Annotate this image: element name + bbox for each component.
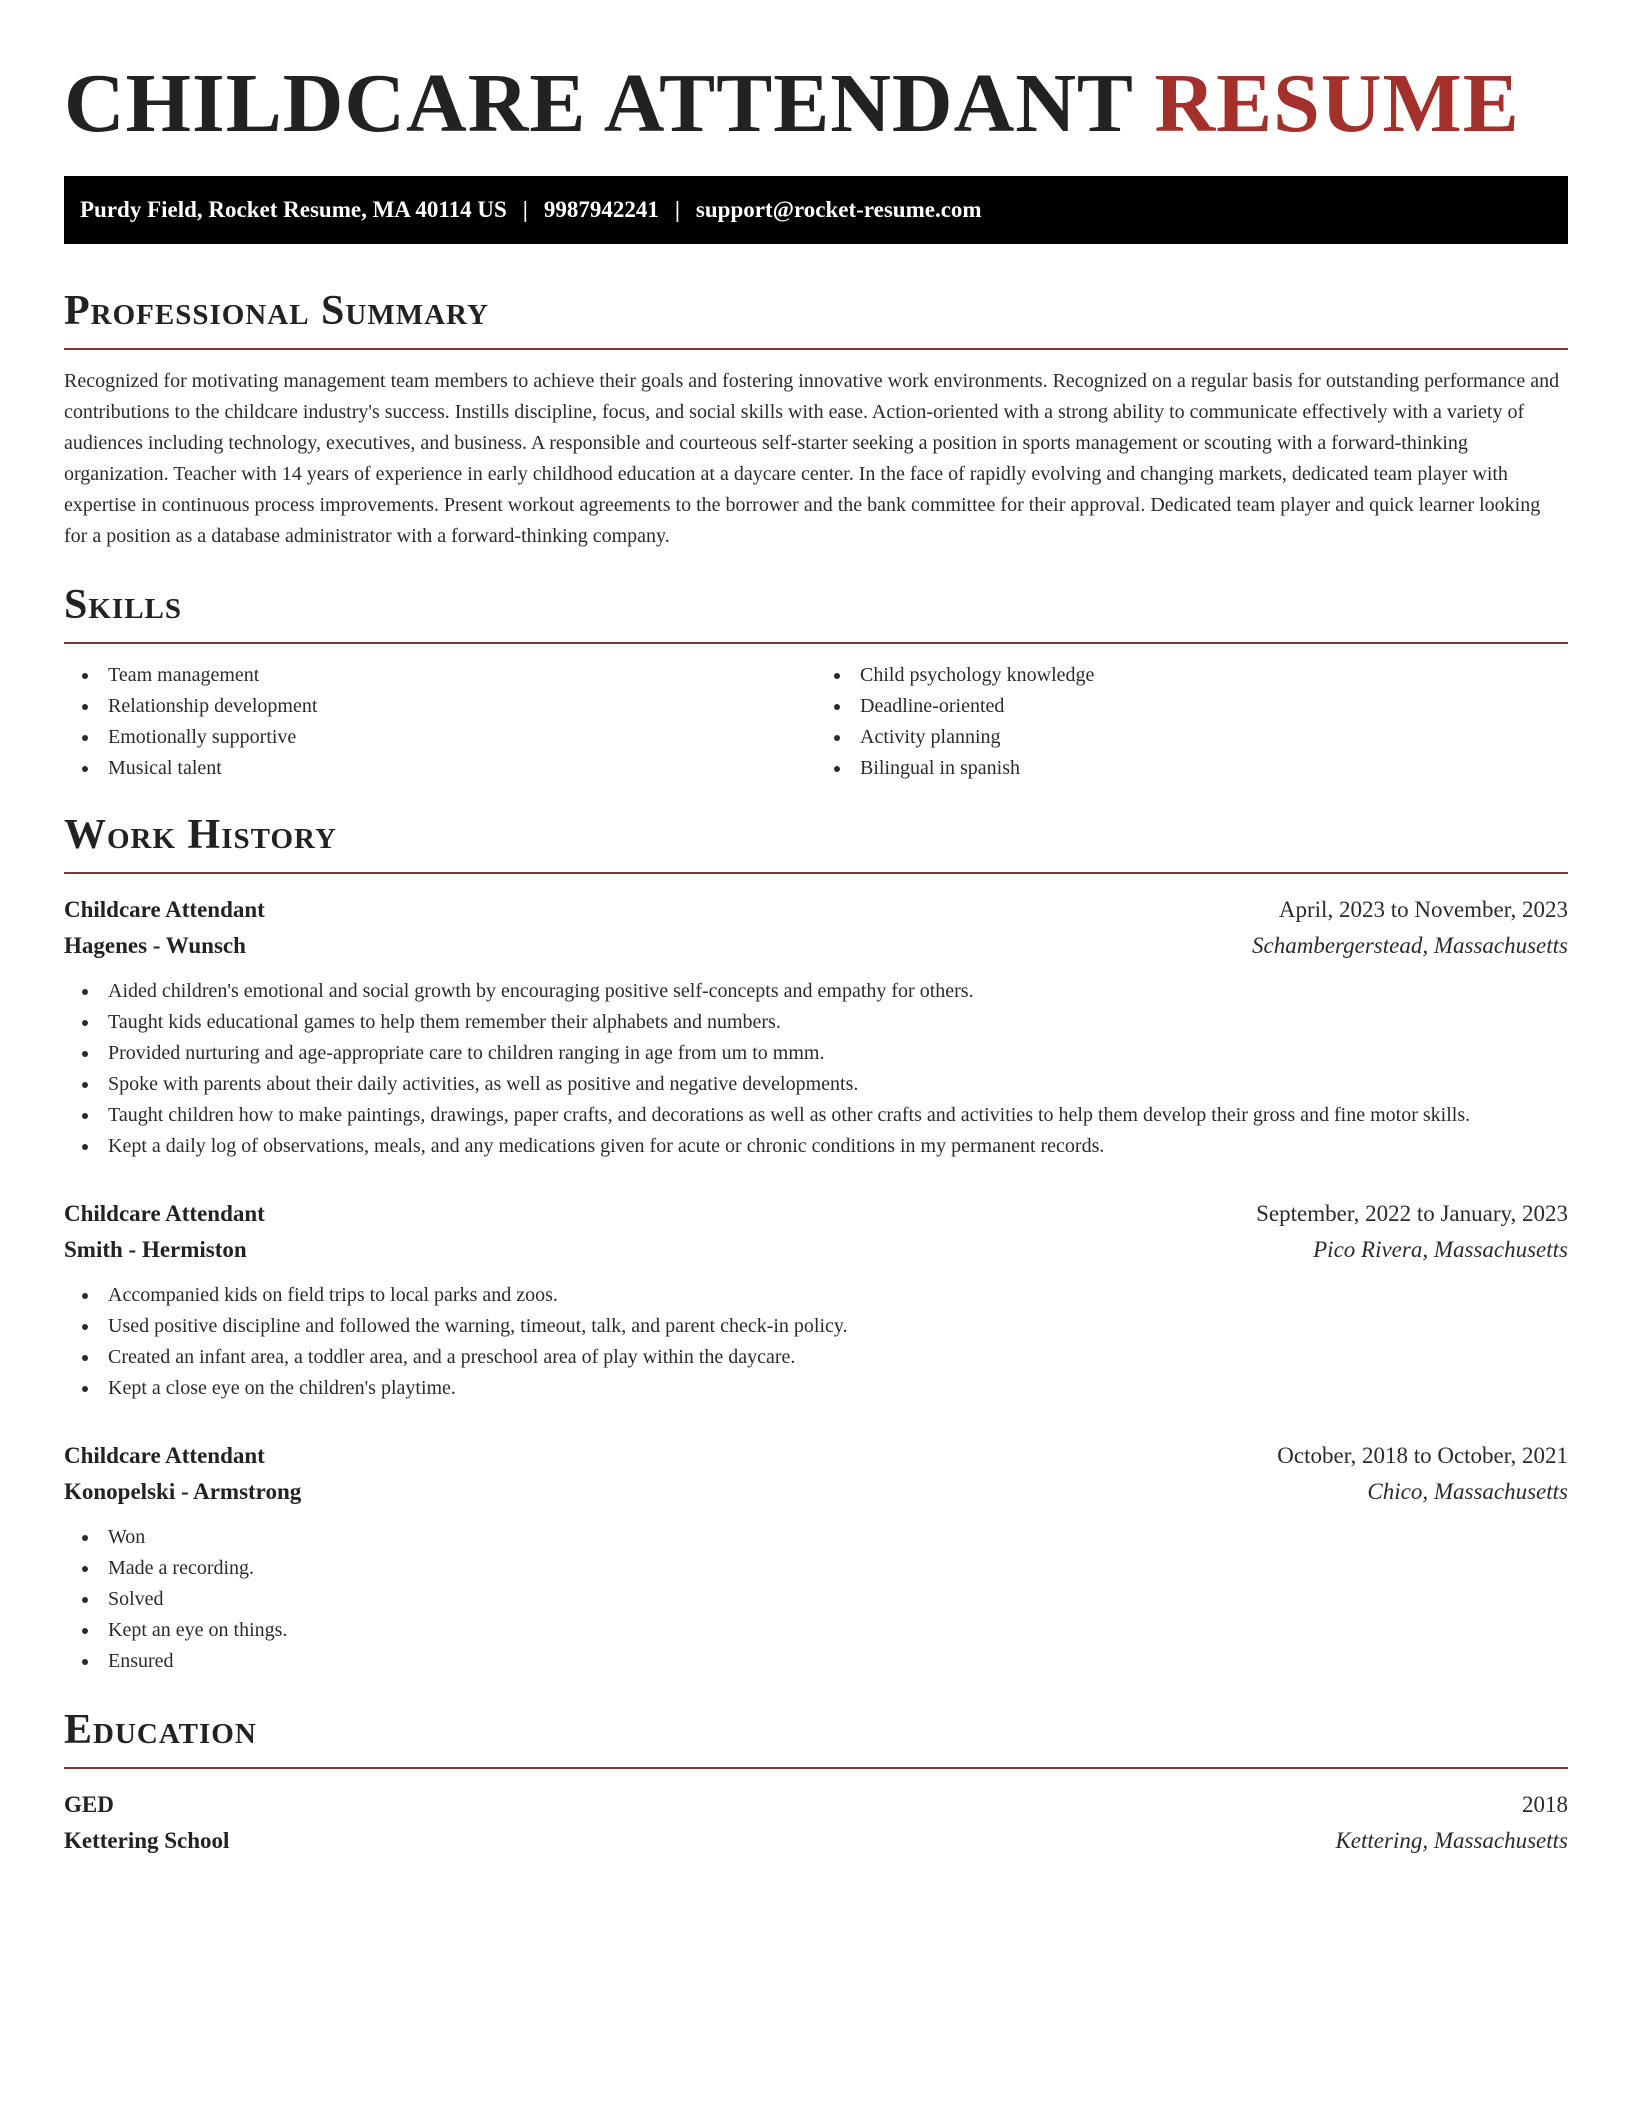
contact-phone: 9987942241 [543,197,659,222]
job-duties [64,976,1568,1162]
job-company: Konopelski - Armstrong [64,1479,302,1504]
job-title-row [64,1196,1568,1232]
job-dates: September, 2022 to January, 2023 [1256,1201,1568,1226]
education-location: Kettering, Massachusetts [1335,1828,1568,1853]
education-school-row [64,1823,1568,1859]
title-main: CHILDCARE ATTENDANT [64,57,1133,150]
job-duty: Ensured [64,1646,1568,1677]
job-duty: Provided nurturing and age-appropriate care to children ranging in age from um to mmm. [64,1038,1568,1069]
work-history-section [64,810,1568,1677]
job-duty: Kept a close eye on the children's playtime. [64,1373,1568,1404]
job-entry [64,1196,1568,1404]
contact-separator: | [674,197,680,222]
job-duties [64,1522,1568,1677]
contact-email: support@rocket-resume.com [695,197,982,222]
job-company-row [64,1474,1568,1510]
job-duty: Solved [64,1584,1568,1615]
job-dates: October, 2018 to October, 2021 [1277,1443,1568,1468]
job-entry [64,1438,1568,1677]
job-duty: Accompanied kids on field trips to local parks and zoos. [64,1280,1568,1311]
job-duty: Created an infant area, a toddler area, and a preschool area of play within the daycare. [64,1342,1568,1373]
job-company-row [64,928,1568,964]
job-duty: Kept a daily log of observations, meals, and any medications given for acute or chronic conditions in my permanent records. [64,1131,1568,1162]
job-title-row [64,1438,1568,1474]
skill-item: Bilingual in spanish [816,753,1568,784]
skill-item: Activity planning [816,722,1568,753]
job-title-row [64,892,1568,928]
job-duty: Taught children how to make paintings, drawings, paper crafts, and decorations as well as other crafts and activities to help them develop their gross and fine motor skills. [64,1100,1568,1131]
education-degree: GED [64,1792,114,1817]
skill-item: Team management [64,660,816,691]
skill-item: Relationship development [64,691,816,722]
skills-column-left [64,660,816,784]
job-title: Childcare Attendant [64,1443,265,1468]
education-degree-row [64,1787,1568,1823]
skills-heading: Skills [64,580,1568,644]
summary-section [64,286,1568,552]
skill-item: Child psychology knowledge [816,660,1568,691]
work-history-heading: Work History [64,810,1568,874]
job-company: Smith - Hermiston [64,1237,247,1262]
job-dates: April, 2023 to November, 2023 [1278,897,1568,922]
skill-item: Deadline-oriented [816,691,1568,722]
contact-address: Purdy Field, Rocket Resume, MA 40114 US [80,197,507,222]
job-duty: Used positive discipline and followed the warning, timeout, talk, and parent check-in policy. [64,1311,1568,1342]
summary-text: Recognized for motivating management team members to achieve their goals and fostering innovative work environments. Recognized on a regular basis for outstanding performance and contributions to the childcare industry's success. Instills discipline, focus, and social skills with ease. Action-oriented with a strong ability to communicate effectively with a variety of audiences including technology, executives, and business. A responsible and courteous self-starter seeking a position in sports management or scouting with a forward-thinking organization. Teacher with 14 years of experience in early childhood education at a daycare center. In the face of rapidly evolving and changing markets, dedicated team player with expertise in continuous process improvements. Present workout agreements to the borrower and the bank committee for their approval. Dedicated team player and quick learner looking for a position as a database administrator with a forward-thinking company. [64,370,1560,547]
skill-item: Emotionally supportive [64,722,816,753]
job-company: Hagenes - Wunsch [64,933,246,958]
job-company-row [64,1232,1568,1268]
job-duty: Made a recording. [64,1553,1568,1584]
contact-separator: | [522,197,528,222]
job-duties [64,1280,1568,1404]
job-location: Schambergerstead, Massachusetts [1252,933,1568,958]
job-duty: Taught kids educational games to help them remember their alphabets and numbers. [64,1007,1568,1038]
education-school: Kettering School [64,1828,230,1853]
education-heading: Education [64,1705,1568,1769]
education-entry [64,1787,1568,1859]
job-location: Pico Rivera, Massachusetts [1313,1237,1568,1262]
job-entry [64,892,1568,1162]
skills-section [64,580,1568,784]
contact-bar [64,176,1568,244]
job-title: Childcare Attendant [64,1201,265,1226]
title-accent: RESUME [1154,57,1520,150]
resume-title [64,54,1568,154]
skills-column-right [816,660,1568,784]
education-year: 2018 [1522,1792,1568,1817]
education-section [64,1705,1568,1859]
job-duty: Spoke with parents about their daily activities, as well as positive and negative developments. [64,1069,1568,1100]
summary-heading: Professional Summary [64,286,1568,350]
job-duty: Kept an eye on things. [64,1615,1568,1646]
skill-item: Musical talent [64,753,816,784]
job-duty: Won [64,1522,1568,1553]
skills-grid [64,660,1568,784]
job-duty: Aided children's emotional and social growth by encouraging positive self-concepts and empathy for others. [64,976,1568,1007]
job-title: Childcare Attendant [64,897,265,922]
job-location: Chico, Massachusetts [1367,1479,1568,1504]
